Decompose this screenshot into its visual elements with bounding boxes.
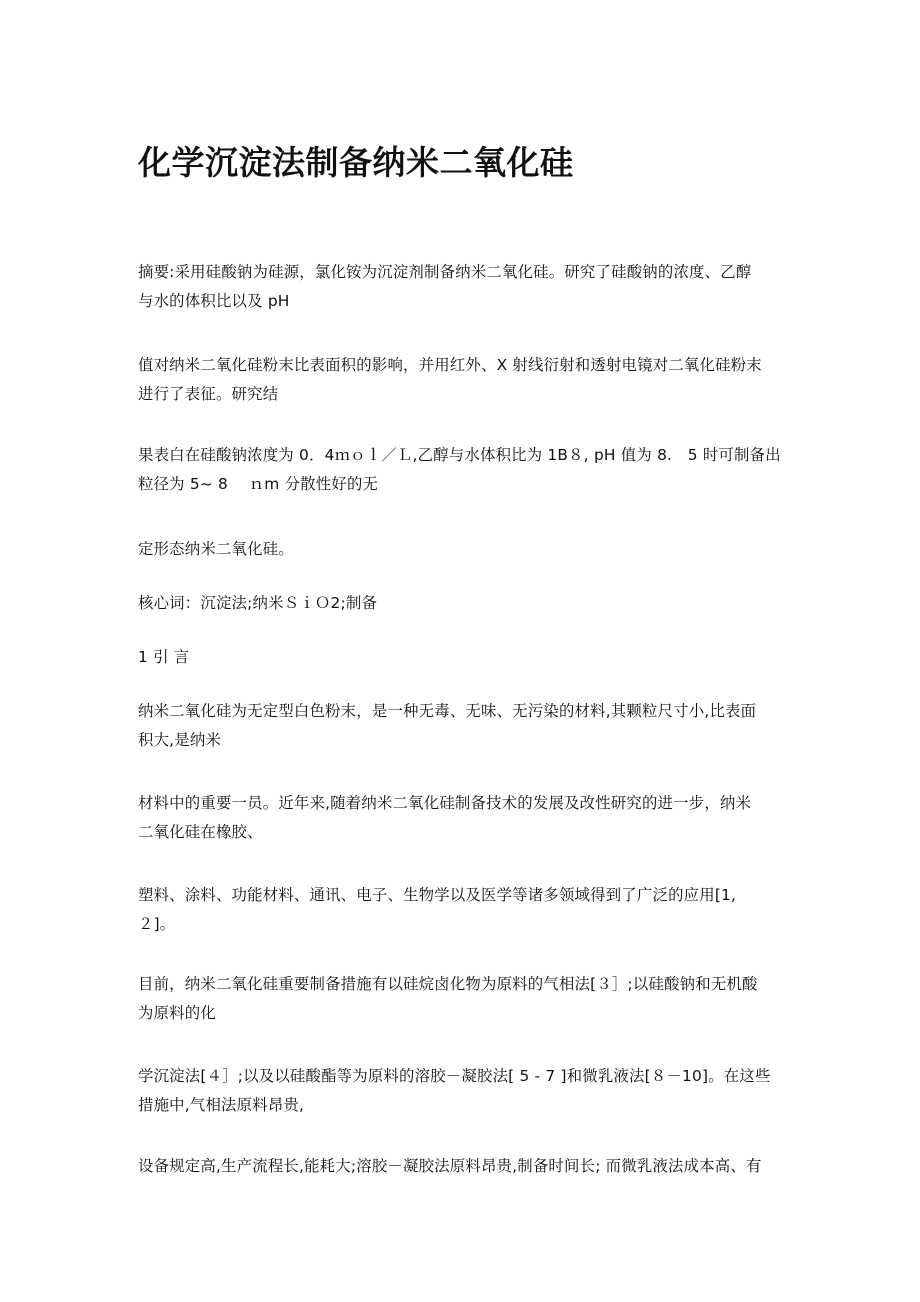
document-title: 化学沉淀法制备纳米二氧化硅 xyxy=(138,143,574,182)
abstract-paragraph-4 xyxy=(138,535,788,564)
text-line: 塑料、涂料、功能材料、通讯、电子、生物学以及医学等诸多领域得到了广泛的应用[1, xyxy=(138,886,737,904)
text-line: 目前，纳米二氧化硅重要制备措施有以硅烷卤化物为原料的气相法[３］;以硅酸钠和无机酸 xyxy=(138,975,758,993)
text-line: 粒径为 5~ 8 ｎm 分散性好的无 xyxy=(138,475,379,493)
intro-paragraph-5 xyxy=(138,1062,788,1120)
text-line: 措施中,气相法原料昂贵, xyxy=(138,1096,305,1114)
text-line: 定形态纳米二氧化硅。 xyxy=(138,540,294,558)
section-heading xyxy=(138,643,788,672)
text-line: 与水的体积比以及 pH xyxy=(138,292,290,310)
intro-paragraph-1 xyxy=(138,697,788,755)
keywords-paragraph xyxy=(138,589,788,618)
text-line: 值对纳米二氧化硅粉末比表面积的影响，并用红外、X 射线衍射和透射电镜对二氧化硅粉末 xyxy=(138,356,762,374)
text-line: 为原料的化 xyxy=(138,1004,216,1022)
abstract-paragraph-2 xyxy=(138,351,788,409)
text-line: ２]。 xyxy=(138,915,176,933)
text-line: 积大,是纳米 xyxy=(138,731,222,749)
text-line: 纳米二氧化硅为无定型白色粉末，是一种无毒、无味、无污染的材料,其颗粒尺寸小,比表面 xyxy=(138,702,757,720)
text-line: 进行了表征。研究结 xyxy=(138,385,279,403)
intro-paragraph-3 xyxy=(138,881,788,939)
text-line: 果表白在硅酸钠浓度为 0．4ｍｏｌ／Ｌ,乙醇与水体积比为 1B８, pH 值为 8. 5 时可制备出 xyxy=(138,446,781,464)
text-line: 设备规定高,生产流程长,能耗大;溶胶－凝胶法原料昂贵,制备时间长; 而微乳液法成本高、有 xyxy=(138,1157,762,1175)
text-line: 二氧化硅在橡胶、 xyxy=(138,823,263,841)
text-line: 学沉淀法[４］;以及以硅酸酯等为原料的溶胶－凝胶法[ 5 - 7 ]和微乳液法[８－10]。在这些 xyxy=(138,1067,771,1085)
text-line: 材料中的重要一员。近年来,随着纳米二氧化硅制备技术的发展及改性研究的进一步，纳米 xyxy=(138,794,752,812)
intro-paragraph-2 xyxy=(138,789,788,847)
intro-paragraph-4 xyxy=(138,970,788,1028)
text-line: 1 引 言 xyxy=(138,648,190,666)
abstract-paragraph-3 xyxy=(138,441,788,499)
text-line: 核心词：沉淀法;纳米ＳｉＯ2;制备 xyxy=(138,594,378,612)
intro-paragraph-6 xyxy=(138,1152,788,1181)
text-line: 摘要:采用硅酸钠为硅源，氯化铵为沉淀剂制备纳米二氧化硅。研究了硅酸钠的浓度、乙醇 xyxy=(138,263,752,281)
abstract-paragraph-1 xyxy=(138,258,788,316)
